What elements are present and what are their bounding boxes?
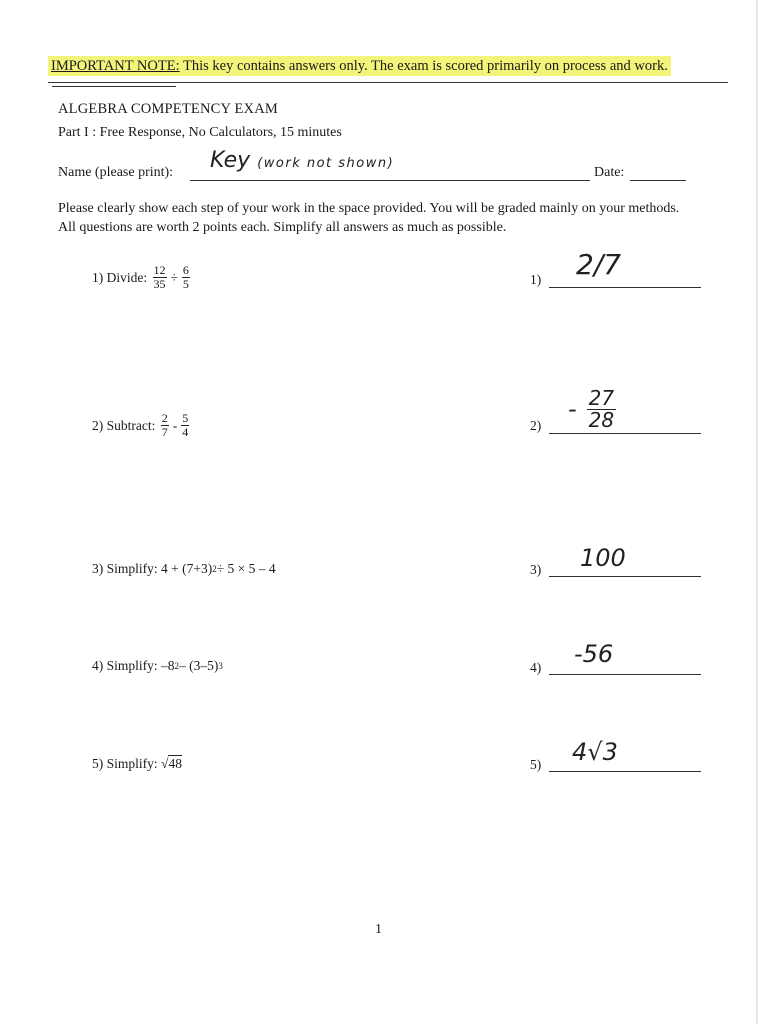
question-label: Simplify: [106, 755, 158, 771]
answer-line-1[interactable] [549, 287, 701, 288]
expression-part-b: ÷ 5 × 5 – 4 [216, 561, 276, 576]
fraction-a [153, 264, 167, 291]
radical-sign: √ [161, 755, 169, 771]
radicand: 48 [168, 756, 182, 771]
answer-line-2[interactable] [549, 433, 701, 434]
date-label: Date: [594, 165, 625, 180]
numerator: 6 [182, 263, 189, 277]
question-label: Subtract: [106, 417, 156, 433]
note-text: This key contains answers only. The exam is scored primarily on process and work. [182, 58, 668, 74]
exponent-2: 3 [218, 661, 223, 671]
answer-numerator: 27 [588, 386, 615, 410]
answer-line-3[interactable] [549, 576, 701, 577]
answer-1: 2/7 [576, 248, 622, 281]
expression-part-b: – (3–5) [179, 658, 219, 673]
answer-number-3: 3) [530, 562, 542, 577]
answer-number-4: 4) [530, 660, 542, 675]
question-number: 5) [92, 755, 104, 771]
question-5 [92, 755, 182, 772]
operator: - [172, 417, 178, 433]
question-label: Divide: [106, 269, 148, 285]
question-3 [92, 561, 276, 577]
denominator: 5 [182, 277, 189, 291]
page-edge [756, 0, 758, 1024]
note-lead: IMPORTANT NOTE: [51, 58, 180, 74]
question-4 [92, 658, 223, 674]
numerator: 12 [153, 263, 166, 277]
operator: ÷ [170, 269, 178, 285]
fraction-b [181, 412, 189, 439]
question-number: 4) [92, 658, 104, 673]
name-handwriting [210, 148, 394, 173]
name-field-line[interactable] [190, 180, 590, 181]
important-note [48, 58, 732, 75]
question-number: 1) [92, 269, 104, 285]
question-number: 3) [92, 561, 104, 576]
answer-fraction [587, 388, 616, 430]
numerator: 2 [161, 411, 168, 425]
answer-3: 100 [580, 544, 626, 572]
name-value: Key [210, 148, 251, 173]
answer-number-1: 1) [530, 272, 542, 287]
question-number: 2) [92, 417, 104, 433]
name-note: (work not shown) [257, 156, 395, 171]
date-field-line[interactable] [630, 180, 686, 181]
answer-denominator: 28 [588, 408, 615, 432]
answer-number-2: 2) [530, 418, 542, 433]
answer-sign: - [568, 395, 577, 423]
answer-4: -56 [574, 640, 614, 668]
question-1 [92, 264, 192, 291]
note-underline-short [52, 86, 176, 87]
question-label: Simplify: [106, 658, 158, 673]
expression-part-a: –8 [161, 658, 175, 673]
answer-line-4[interactable] [549, 674, 701, 675]
fraction-a [161, 412, 169, 439]
exponent: 2 [212, 564, 217, 574]
question-2 [92, 412, 191, 439]
fraction-b [182, 264, 190, 291]
exponent: 2 [174, 661, 180, 671]
name-label: Name (please print): [58, 165, 174, 180]
exam-subtitle: Part I : Free Response, No Calculators, 15 minutes [58, 125, 342, 140]
note-underline [48, 82, 728, 83]
question-label: Simplify: [106, 561, 158, 576]
denominator: 7 [161, 425, 168, 439]
denominator: 35 [153, 277, 166, 291]
answer-line-5[interactable] [549, 771, 701, 772]
exam-title: ALGEBRA COMPETENCY EXAM [58, 101, 278, 117]
answer-number-5: 5) [530, 757, 542, 772]
denominator: 4 [182, 425, 189, 439]
instructions: Please clearly show each step of your work in the space provided. You will be graded mainly on your methods. All questions are worth 2 points each. Simplify all answers as much as possible. [58, 201, 680, 235]
page-number: 1 [375, 922, 382, 937]
answer-5: 4√3 [572, 738, 618, 766]
numerator: 5 [182, 411, 189, 425]
expression-part-a: 4 + (7+3) [161, 561, 213, 576]
answer-2 [568, 388, 616, 430]
